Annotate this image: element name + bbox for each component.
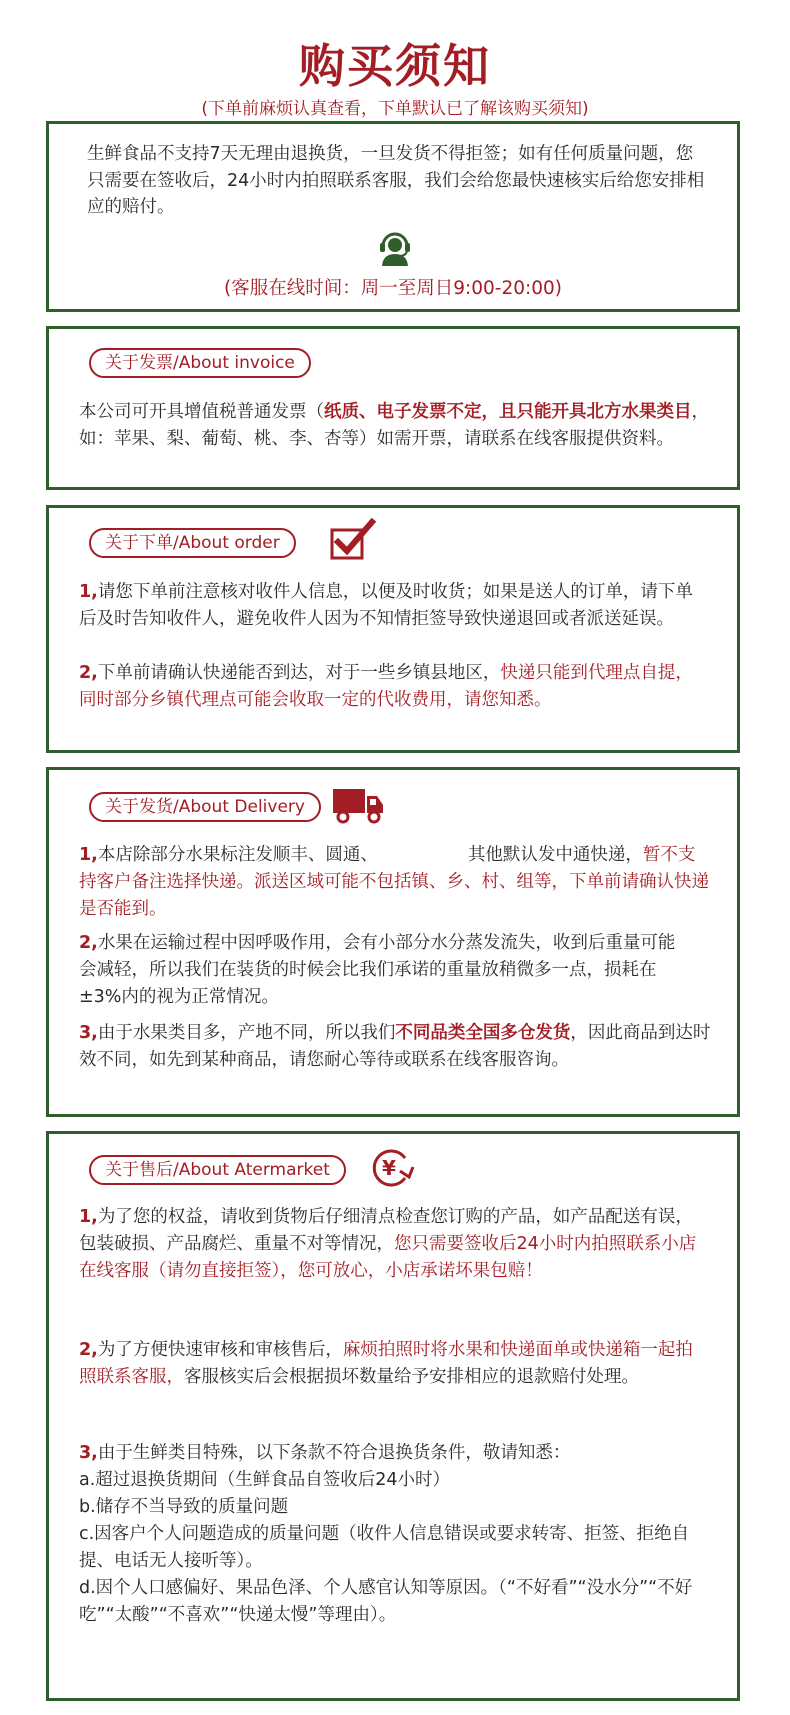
delivery-point-3 (79, 1020, 711, 1074)
delivery-point-2 (79, 930, 689, 1011)
aftersale-condition-c: c.因客户个人问题造成的质量问题（收件人信息错误或要求转寄、拒签、拒绝自提、电话无人接听等）。 (79, 1524, 690, 1571)
delivery-point-2-number: 2, (79, 933, 98, 953)
intro-text: 生鲜食品不支持7天无理由退换货，一旦发货不得拒签；如有任何质量问题，您只需要在签收后，24小时内拍照联系客服，我们会给您最快速核实后给您安排相应的赔付。 (87, 144, 705, 217)
aftersale-point-1 (79, 1204, 697, 1285)
order-point-1 (79, 579, 699, 633)
aftersale-point-3-number: 3, (79, 1443, 98, 1463)
order-label: 关于下单/About order (89, 528, 296, 558)
order-point-2-highlight: 快递只能到代理点自提，同时部分乡镇代理点可能会收取一定的代收费用，请您知悉。 (79, 663, 693, 710)
invoice-text-2: ，如：苹果、梨、葡萄、桃、李、杏等）如需开票，请联系在线客服提供资料。 (79, 402, 709, 449)
page-subtitle: (下单前麻烦认真查看，下单默认已了解该购买须知) (201, 99, 589, 119)
service-hours: (客服在线时间：周一至周日9:00-20:00) (224, 278, 562, 299)
delivery-point-2-text: 水果在运输过程中因呼吸作用，会有小部分水分蒸发流失，收到后重量可能会减轻，所以我们在装货的时候会比我们承诺的重量放稍微多一点，损耗在±3%内的视为正常情况。 (79, 933, 676, 1007)
aftersale-point-1-highlight: 您只需要签收后24小时内拍照联系小店在线客服（请勿直接拒签），您可放心，小店承诺坏果包赔！ (79, 1234, 697, 1281)
delivery-point-1-highlight: 暂不支持客户备注选择快递。派送区域可能不包括镇、乡、村、组等，下单前请确认快递是否能到。 (79, 845, 709, 919)
order-point-2-text: 下单前请确认快递能否到达，对于一些乡镇县地区， (97, 663, 501, 683)
delivery-label: 关于发货/About Delivery (89, 792, 321, 822)
delivery-point-3-number: 3, (79, 1023, 98, 1043)
invoice-label: 关于发票/About invoice (89, 348, 311, 378)
order-point-2-number: 2, (79, 663, 98, 683)
delivery-point-1-number: 1, (79, 845, 98, 865)
delivery-point-1 (79, 842, 711, 923)
order-point-1-text: 请您下单前注意核对收件人信息，以便及时收货；如果是送人的订单，请下单后及时告知收件人，避免收件人因为不知情拒签导致快递退回或者派送延误。 (79, 582, 693, 629)
aftersale-condition-a: a.超过退换货期间（生鲜食品自签收后24小时） (79, 1470, 451, 1490)
delivery-section (46, 767, 740, 1117)
aftersale-point-2-number: 2, (79, 1340, 98, 1360)
page-title: 购买须知 (299, 39, 491, 93)
delivery-point-3-highlight: 不同品类全国多仓发货 (395, 1023, 571, 1043)
aftersale-point-1-number: 1, (79, 1207, 98, 1227)
invoice-text-highlight: 纸质、电子发票不定，且只能开具北方水果类目 (324, 402, 692, 422)
aftersale-point-1-text: 为了您的权益，请收到货物后仔细清点检查您订购的产品，如产品配送有误，包装破损、产品腐烂、重量不对等情况， (79, 1207, 693, 1254)
order-point-1-number: 1, (79, 582, 98, 602)
delivery-point-1-text-b: 其他默认发中通快递， (467, 845, 643, 865)
aftersale-condition-b: b.储存不当导致的质量问题 (79, 1497, 289, 1517)
aftersale-point-3 (79, 1440, 719, 1629)
invoice-text (79, 399, 711, 453)
yuan-refund-icon (367, 1146, 415, 1190)
delivery-point-3-text-b: ，因此商品到达时效不同，如先到某种商品，请您耐心等待或联系在线客服咨询。 (79, 1023, 711, 1070)
delivery-truck-icon (331, 786, 385, 826)
order-point-2 (79, 660, 699, 714)
customer-service-headset-icon (375, 227, 415, 267)
invoice-text-1: 本公司可开具增值税普通发票（ (79, 402, 324, 422)
invoice-section (46, 326, 740, 490)
aftersale-point-3-text: 由于生鲜类目特殊，以下条款不符合退换货条件，敬请知悉： (97, 1443, 571, 1463)
delivery-point-3-text: 由于水果类目多，产地不同，所以我们 (97, 1023, 396, 1043)
aftersale-section (46, 1131, 740, 1701)
checkmark-box-icon (329, 518, 377, 562)
delivery-point-1-text: 本店除部分水果标注发顺丰、圆通、 (97, 845, 378, 865)
svg-text:¥: ¥ (382, 1156, 396, 1180)
aftersale-label: 关于售后/About Atermarket (89, 1155, 346, 1185)
intro-section (46, 121, 740, 312)
aftersale-point-2-highlight: 麻烦拍照时将水果和快递面单或快递箱一起拍照联系客服， (79, 1340, 693, 1387)
aftersale-condition-d: d.因个人口感偏好、果品色泽、个人感官认知等原因。（“不好看”“没水分”“不好吃”“太酸”“不喜欢”“快递太慢”等理由）。 (79, 1578, 693, 1625)
aftersale-point-2-text-b: 客服核实后会根据损坏数量给予安排相应的退款赔付处理。 (184, 1367, 639, 1387)
order-section (46, 505, 740, 753)
aftersale-point-2-text: 为了方便快速审核和审核售后， (97, 1340, 343, 1360)
aftersale-point-2 (79, 1337, 697, 1391)
